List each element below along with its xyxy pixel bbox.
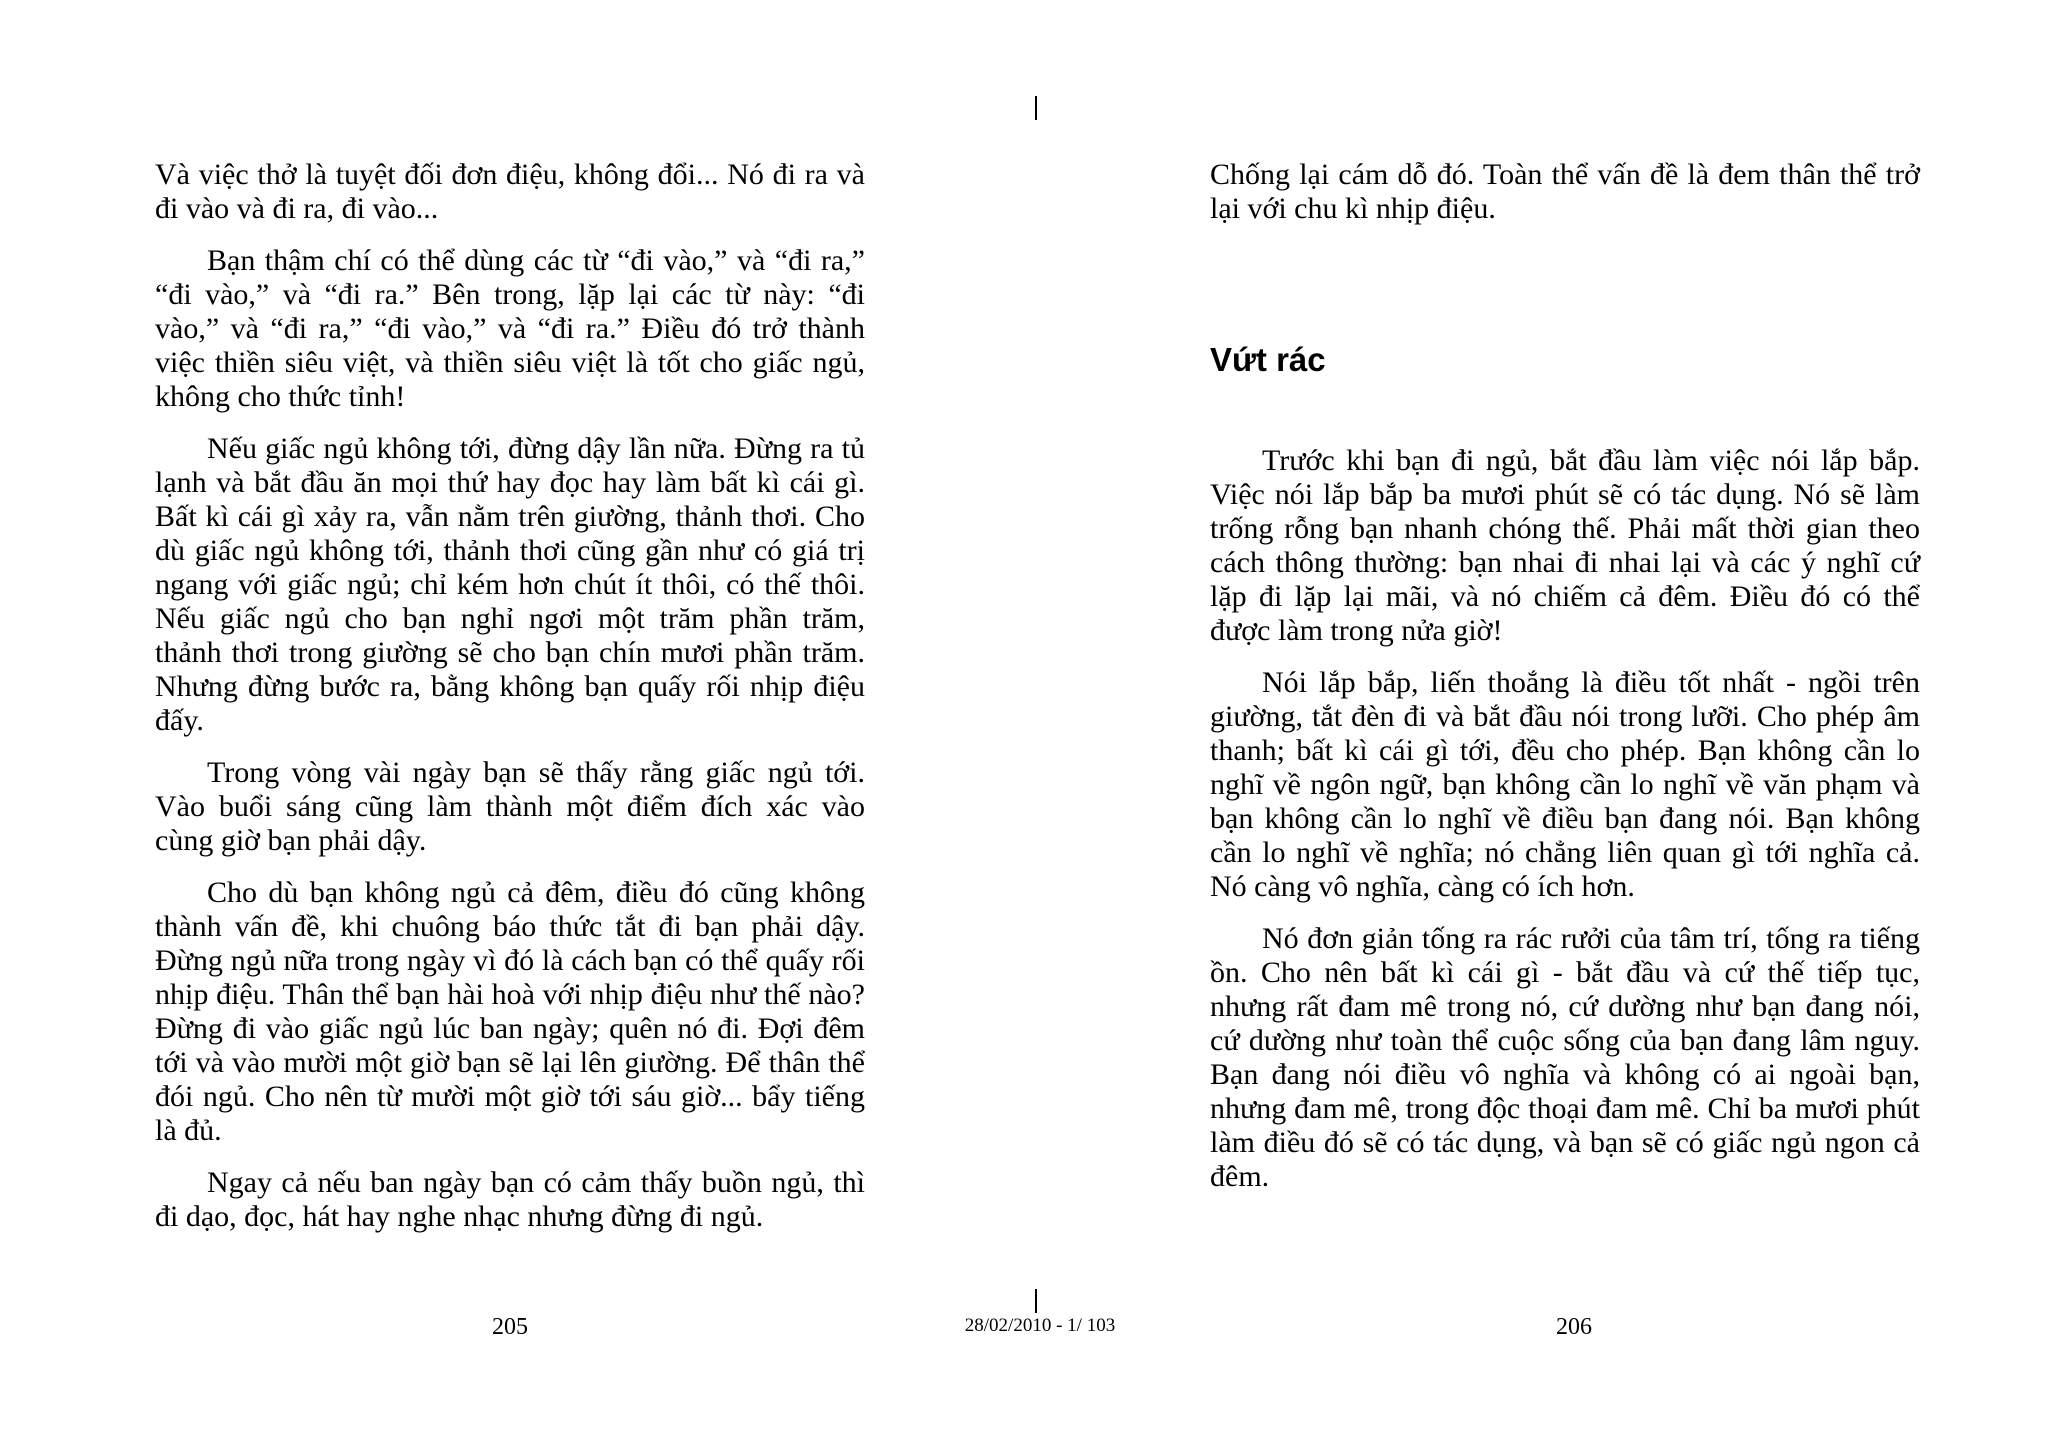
left-paragraph-5: Cho dù bạn không ngủ cả đêm, điều đó cũng không thành vấn đề, khi chuông báo thức tắt đi bạn phải dậy. Đừng ngủ nữa trong ngày vì đó là cách bạn có thể quấy rối nhịp điệu. Thân thể bạn hài hoà với nhịp điệu như thế nào? Đừng đi vào giấc ngủ lúc ban ngày; quên nó đi. Đợi đêm tới và vào mười một giờ bạn sẽ lại lên giường. Để thân thể đói ngủ. Cho nên từ mười một giờ tới sáu giờ... bẩy tiếng là đủ. — [155, 876, 865, 1147]
fold-mark-bottom — [1035, 1289, 1037, 1313]
left-paragraph-6: Ngay cả nếu ban ngày bạn có cảm thấy buồn ngủ, thì đi dạo, đọc, hát hay nghe nhạc nhưng đừng đi ngủ. — [155, 1166, 865, 1233]
left-paragraph-2: Bạn thậm chí có thể dùng các từ “đi vào,” và “đi ra,” “đi vào,” và “đi ra.” Bên trong, lặp lại các từ này: “đi vào,” và “đi ra,” “đi vào,” và “đi ra.” Điều đó trở thành việc thiền siêu việt, và thiền siêu việt là tốt cho giấc ngủ, không cho thức tỉnh! — [155, 244, 865, 413]
right-paragraph-3: Nó đơn giản tống ra rác rưởi của tâm trí, tống ra tiếng ồn. Cho nên bất kì cái gì - bắt đầu và cứ thế tiếp tục, nhưng rất đam mê trong nó, cứ dường như bạn đang nói, cứ dường như toàn thể cuộc sống của bạn đang lâm nguy. Bạn đang nói điều vô nghĩa và không có ai ngoài bạn, nhưng đam mê, trong độc thoại đam mê. Chỉ ba mươi phút làm điều đó sẽ có tác dụng, và bạn sẽ có giấc ngủ ngon cả đêm. — [1210, 922, 1920, 1193]
right-paragraph-1: Trước khi bạn đi ngủ, bắt đầu làm việc nói lắp bắp. Việc nói lắp bắp ba mươi phút sẽ có tác dụng. Nó sẽ làm trống rỗng bạn nhanh chóng thế. Phải mất thời gian theo cách thông thường: bạn nhai đi nhai lại và các ý nghĩ cứ lặp đi lặp lại mãi, và nó chiếm cả đêm. Điều đó có thể được làm trong nửa giờ! — [1210, 444, 1920, 647]
left-page-number: 205 — [492, 1314, 528, 1340]
left-paragraph-3: Nếu giấc ngủ không tới, đừng dậy lần nữa. Đừng ra tủ lạnh và bắt đầu ăn mọi thứ hay đọc hay làm bất kì cái gì. Bất kì cái gì xảy ra, vẫn nằm trên giường, thảnh thơi. Cho dù giấc ngủ không tới, thảnh thơi cũng gần như có giá trị ngang với giấc ngủ; chỉ kém hơn chút ít thôi, có thế thôi. Nếu giấc ngủ cho bạn nghỉ ngơi một trăm phần trăm, thảnh thơi trong giường sẽ cho bạn chín mươi phần trăm. Nhưng đừng bước ra, bằng không bạn quấy rối nhịp điệu đấy. — [155, 432, 865, 737]
right-page-text — [1210, 158, 1920, 1212]
right-page-number: 206 — [1556, 1314, 1592, 1340]
left-paragraph-4: Trong vòng vài ngày bạn sẽ thấy rằng giấc ngủ tới. Vào buổi sáng cũng làm thành một điểm đích xác vào cùng giờ bạn phải dậy. — [155, 756, 865, 857]
print-date-stamp: 28/02/2010 - 1/ 103 — [964, 1315, 1116, 1336]
right-intro-paragraph: Chống lại cám dỗ đó. Toàn thể vấn đề là đem thân thể trở lại với chu kì nhịp điệu. — [1210, 158, 1920, 225]
right-paragraph-2: Nói lắp bắp, liến thoắng là điều tốt nhất - ngồi trên giường, tắt đèn đi và bắt đầu nói trong lưỡi. Cho phép âm thanh; bất kì cái gì tới, đều cho phép. Bạn không cần lo nghĩ về ngôn ngữ, bạn không cần lo nghĩ về văn phạm và bạn không cần lo nghĩ về điều bạn đang nói. Bạn không cần lo nghĩ về nghĩa; nó chẳng liên quan gì tới nghĩa cả. Nó càng vô nghĩa, càng có ích hơn. — [1210, 666, 1920, 903]
fold-mark-top — [1035, 96, 1037, 120]
left-paragraph-1: Và việc thở là tuyệt đối đơn điệu, không đổi... Nó đi ra và đi vào và đi ra, đi vào... — [155, 158, 865, 225]
left-page-text — [155, 158, 865, 1252]
section-heading: Vứt rác — [1210, 341, 1326, 378]
